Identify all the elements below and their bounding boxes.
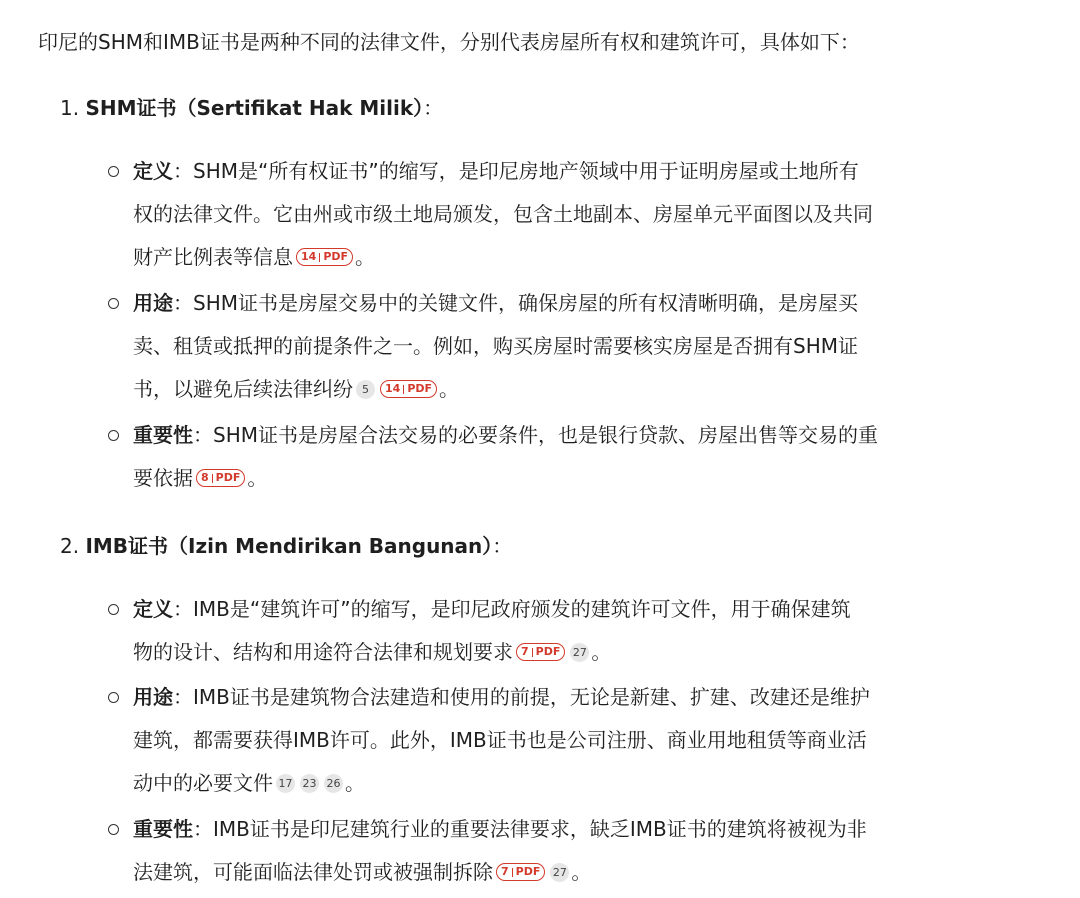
list-item-line <box>133 193 1033 236</box>
badge-divider <box>319 253 320 262</box>
citation-badge[interactable]: 27 <box>550 863 569 882</box>
intro-paragraph: 印尼的SHM和IMB证书是两种不同的法律文件，分别代表房屋所有权和建筑许可，具体如下： <box>38 30 860 54</box>
pdf-label: PDF <box>535 645 561 658</box>
section-heading: SHM证书（Sertifikat Hak Milik） <box>85 96 424 120</box>
item-text: ：IMB证书是印尼建筑行业的重要法律要求，缺乏IMB证书的建筑将被视为非 <box>193 817 867 841</box>
item-key: 用途 <box>133 291 173 315</box>
section-colon: ： <box>423 96 444 120</box>
bullet-circle-icon <box>108 589 130 629</box>
list-item-line <box>133 588 1033 631</box>
item-text: ：SHM证书是房屋交易中的关键文件，确保房屋的所有权清晰明确，是房屋买 <box>173 291 858 315</box>
citation-number: 7 <box>521 645 529 658</box>
item-key: 重要性 <box>133 423 193 447</box>
list-item-line <box>133 236 1033 279</box>
section-colon: ： <box>492 534 513 558</box>
item-text: 财产比例表等信息 <box>133 245 293 269</box>
section-heading: IMB证书（Izin Mendirikan Bangunan） <box>85 534 493 558</box>
list-item-line <box>133 282 1033 325</box>
bullet-circle-icon <box>108 151 130 191</box>
pdf-citation-badge[interactable] <box>380 380 437 398</box>
pdf-citation-badge[interactable] <box>196 469 245 487</box>
list-item <box>133 414 1033 500</box>
list-item-line <box>133 325 1033 368</box>
badge-divider <box>512 868 513 877</box>
sentence-end: 。 <box>355 245 376 269</box>
badge-divider <box>532 648 533 657</box>
list-item-line <box>133 851 1033 894</box>
bullet-circle-icon <box>108 809 130 849</box>
item-text: ：IMB是“建筑许可”的缩写，是印尼政府颁发的建筑许可文件，用于确保建筑 <box>173 597 851 621</box>
item-text: 权的法律文件。它由州或市级土地局颁发，包含土地副本、房屋单元平面图以及共同 <box>133 202 873 226</box>
list-item-line <box>133 808 1033 851</box>
citation-number: 14 <box>301 250 317 263</box>
citation-number: 7 <box>501 865 509 878</box>
list-item-line <box>133 631 1033 674</box>
section-number: 2. <box>60 534 86 558</box>
sentence-end: 。 <box>591 640 612 664</box>
list-item-line <box>133 368 1033 411</box>
citation-badge[interactable]: 23 <box>300 774 319 793</box>
badge-divider <box>403 385 404 394</box>
list-item-line <box>133 414 1033 457</box>
list-item-line <box>133 150 1033 193</box>
list-item-line <box>133 676 1033 719</box>
list-item <box>133 282 1033 411</box>
pdf-label: PDF <box>215 471 241 484</box>
item-key: 用途 <box>133 685 173 709</box>
item-text: ：SHM是“所有权证书”的缩写，是印尼房地产领域中用于证明房屋或土地所有 <box>173 159 859 183</box>
list-item-line <box>133 719 1033 762</box>
pdf-label: PDF <box>407 382 433 395</box>
sentence-end: 。 <box>439 377 460 401</box>
item-text: 动中的必要文件 <box>133 771 273 795</box>
list-item <box>133 808 1033 894</box>
pdf-citation-badge[interactable] <box>516 643 565 661</box>
item-key: 定义 <box>133 159 173 183</box>
citation-badge[interactable]: 17 <box>276 774 295 793</box>
sentence-end: 。 <box>571 860 592 884</box>
item-text: 法建筑，可能面临法律处罚或被强制拆除 <box>133 860 493 884</box>
list-item <box>133 588 1033 674</box>
bullet-circle-icon <box>108 283 130 323</box>
pdf-citation-badge[interactable] <box>496 863 545 881</box>
badge-divider <box>212 474 213 483</box>
section-title <box>60 88 443 128</box>
item-text: 要依据 <box>133 466 193 490</box>
bullet-circle-icon <box>108 415 130 455</box>
list-item-line <box>133 457 1033 500</box>
section-title <box>60 526 512 566</box>
item-text: ：SHM证书是房屋合法交易的必要条件，也是银行贷款、房屋出售等交易的重 <box>193 423 878 447</box>
citation-number: 14 <box>385 382 401 395</box>
pdf-label: PDF <box>515 865 541 878</box>
list-item-line <box>133 762 1033 805</box>
list-item <box>133 150 1033 279</box>
bullet-circle-icon <box>108 677 130 717</box>
item-key: 定义 <box>133 597 173 621</box>
pdf-label: PDF <box>323 250 349 263</box>
citation-number: 8 <box>201 471 209 484</box>
item-text: 建筑，都需要获得IMB许可。此外，IMB证书也是公司注册、商业用地租赁等商业活 <box>133 728 867 752</box>
item-text: 卖、租赁或抵押的前提条件之一。例如，购买房屋时需要核实房屋是否拥有SHM证 <box>133 334 858 358</box>
list-item <box>133 676 1033 805</box>
citation-badge[interactable]: 27 <box>570 643 589 662</box>
item-text: ：IMB证书是建筑物合法建造和使用的前提，无论是新建、扩建、改建还是维护 <box>173 685 870 709</box>
sentence-end: 。 <box>345 771 365 795</box>
item-key: 重要性 <box>133 817 193 841</box>
sentence-end: 。 <box>247 466 268 490</box>
pdf-citation-badge[interactable] <box>296 248 353 266</box>
citation-badge[interactable]: 5 <box>356 380 375 399</box>
item-text: 物的设计、结构和用途符合法律和规划要求 <box>133 640 513 664</box>
citation-badge[interactable]: 26 <box>324 774 343 793</box>
item-text: 书，以避免后续法律纠纷 <box>133 377 353 401</box>
section-number: 1. <box>60 96 86 120</box>
